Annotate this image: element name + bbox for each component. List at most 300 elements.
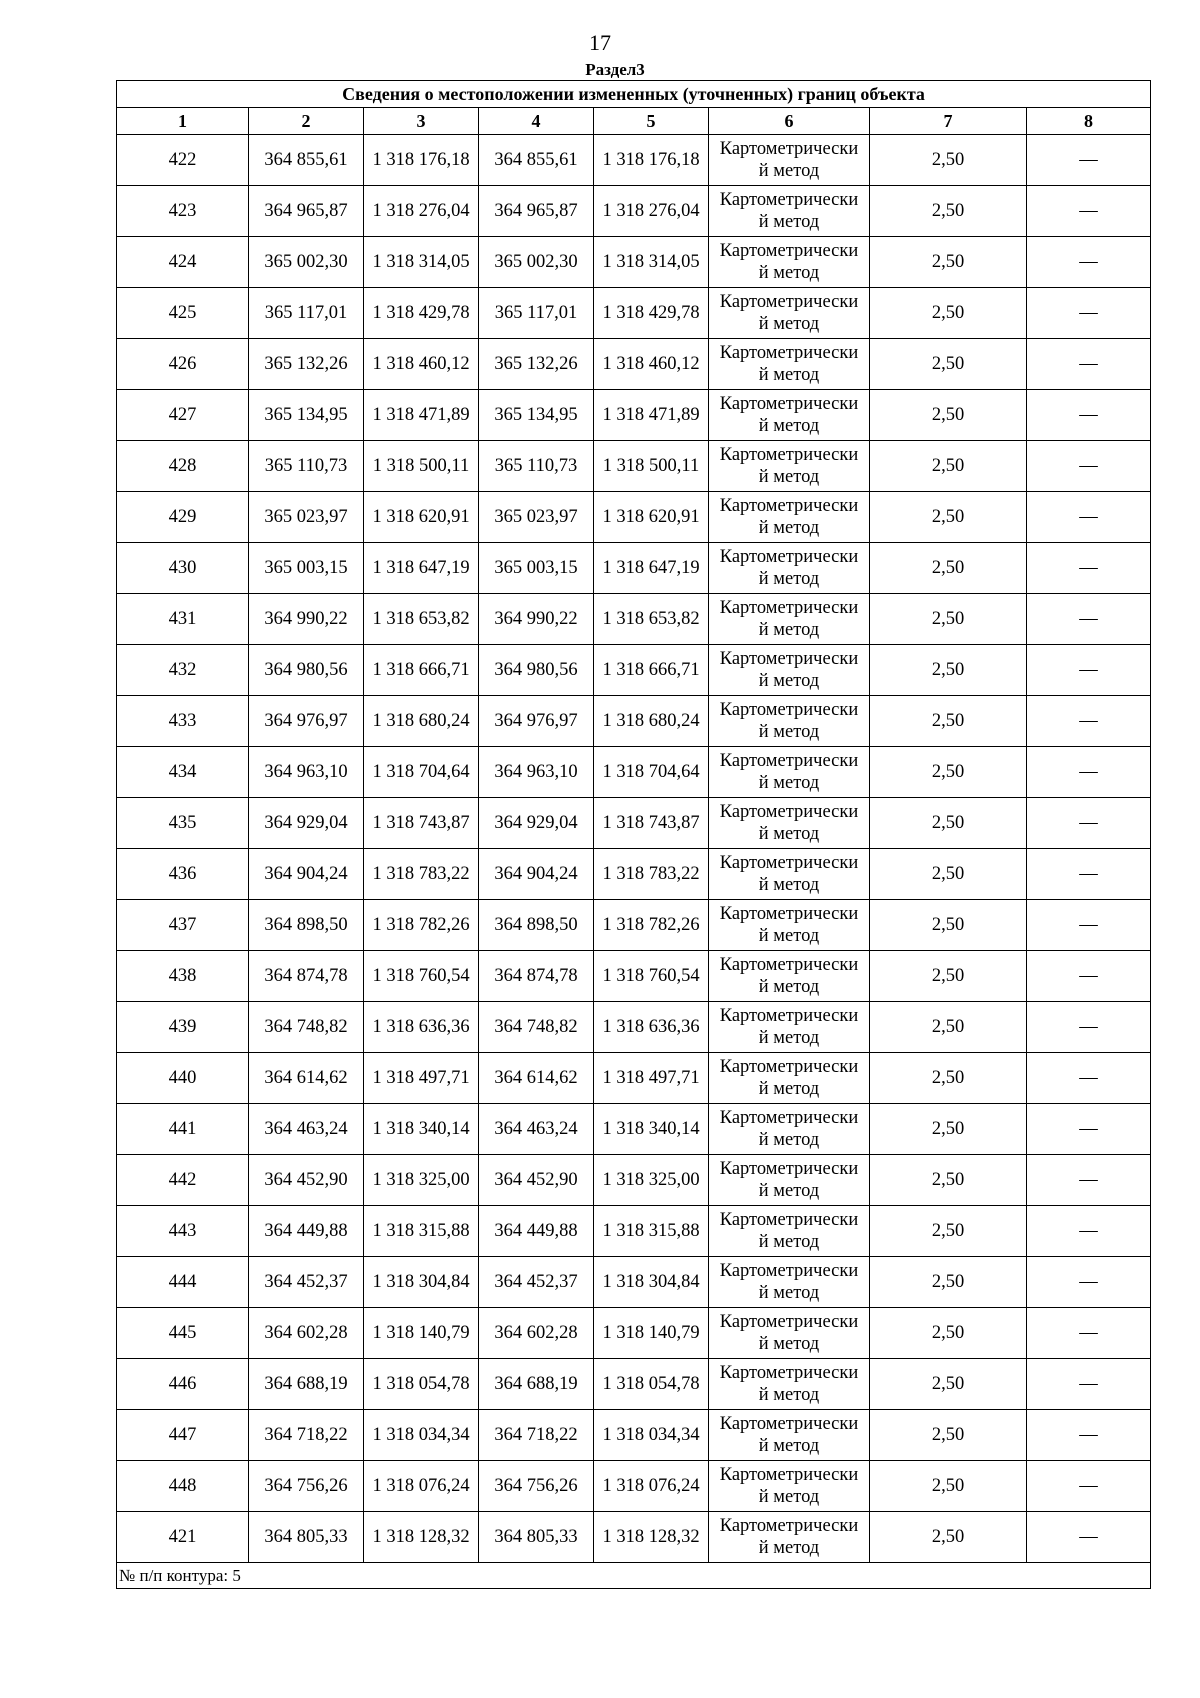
description-cell: —	[1027, 645, 1151, 696]
method-cell	[709, 1155, 870, 1206]
accuracy-cell: 2,50	[870, 1512, 1027, 1563]
method-line-1: Картометрически	[719, 802, 859, 822]
description-cell: —	[1027, 390, 1151, 441]
y-new-cell: 1 318 054,78	[594, 1359, 709, 1410]
method-line-1: Картометрически	[719, 139, 859, 159]
method-line-2: й метод	[758, 467, 820, 487]
y-old-cell: 1 318 140,79	[364, 1308, 479, 1359]
method-line-2: й метод	[758, 773, 820, 793]
description-cell: —	[1027, 900, 1151, 951]
description-cell: —	[1027, 1257, 1151, 1308]
y-new-cell: 1 318 128,32	[594, 1512, 709, 1563]
x-new-cell: 364 929,04	[479, 798, 594, 849]
y-old-cell: 1 318 314,05	[364, 237, 479, 288]
point-number-cell: 427	[117, 390, 249, 441]
point-number-cell: 440	[117, 1053, 249, 1104]
accuracy-cell: 2,50	[870, 288, 1027, 339]
accuracy-cell: 2,50	[870, 747, 1027, 798]
description-cell: —	[1027, 849, 1151, 900]
point-number-cell: 439	[117, 1002, 249, 1053]
method-line-2: й метод	[758, 161, 820, 181]
table-row	[117, 186, 1151, 237]
accuracy-cell: 2,50	[870, 1206, 1027, 1257]
method-cell	[709, 1308, 870, 1359]
point-number-cell: 435	[117, 798, 249, 849]
description-cell: —	[1027, 696, 1151, 747]
description-cell: —	[1027, 747, 1151, 798]
method-line-2: й метод	[758, 926, 820, 946]
method-line-1: Картометрически	[719, 547, 859, 567]
method-line-2: й метод	[758, 263, 820, 283]
x-new-cell: 364 874,78	[479, 951, 594, 1002]
description-cell: —	[1027, 237, 1151, 288]
column-number-3: 3	[364, 108, 479, 135]
y-new-cell: 1 318 076,24	[594, 1461, 709, 1512]
method-cell	[709, 1104, 870, 1155]
accuracy-cell: 2,50	[870, 1053, 1027, 1104]
y-new-cell: 1 318 653,82	[594, 594, 709, 645]
x-old-cell: 364 980,56	[249, 645, 364, 696]
method-cell	[709, 390, 870, 441]
table-row	[117, 390, 1151, 441]
accuracy-cell: 2,50	[870, 1359, 1027, 1410]
accuracy-cell: 2,50	[870, 1257, 1027, 1308]
method-line-1: Картометрически	[719, 1363, 859, 1383]
point-number-cell: 437	[117, 900, 249, 951]
x-new-cell: 365 002,30	[479, 237, 594, 288]
y-new-cell: 1 318 034,34	[594, 1410, 709, 1461]
description-cell: —	[1027, 1461, 1151, 1512]
column-number-4: 4	[479, 108, 594, 135]
method-cell	[709, 900, 870, 951]
description-cell: —	[1027, 1410, 1151, 1461]
method-line-2: й метод	[758, 1232, 820, 1252]
y-old-cell: 1 318 429,78	[364, 288, 479, 339]
table-row	[117, 1002, 1151, 1053]
x-old-cell: 365 134,95	[249, 390, 364, 441]
x-new-cell: 364 452,37	[479, 1257, 594, 1308]
y-new-cell: 1 318 314,05	[594, 237, 709, 288]
accuracy-cell: 2,50	[870, 441, 1027, 492]
x-old-cell: 364 756,26	[249, 1461, 364, 1512]
point-number-cell: 431	[117, 594, 249, 645]
x-new-cell: 364 963,10	[479, 747, 594, 798]
y-new-cell: 1 318 782,26	[594, 900, 709, 951]
contour-footer: № п/п контура: 5	[117, 1563, 1151, 1589]
method-line-2: й метод	[758, 824, 820, 844]
y-old-cell: 1 318 647,19	[364, 543, 479, 594]
method-cell	[709, 798, 870, 849]
x-new-cell: 365 134,95	[479, 390, 594, 441]
point-number-cell: 429	[117, 492, 249, 543]
y-old-cell: 1 318 782,26	[364, 900, 479, 951]
accuracy-cell: 2,50	[870, 543, 1027, 594]
y-old-cell: 1 318 497,71	[364, 1053, 479, 1104]
x-new-cell: 365 132,26	[479, 339, 594, 390]
description-cell: —	[1027, 543, 1151, 594]
method-line-2: й метод	[758, 1028, 820, 1048]
method-line-1: Картометрически	[719, 955, 859, 975]
method-line-2: й метод	[758, 1283, 820, 1303]
method-line-1: Картометрически	[719, 598, 859, 618]
y-old-cell: 1 318 704,64	[364, 747, 479, 798]
method-cell	[709, 339, 870, 390]
point-number-cell: 432	[117, 645, 249, 696]
method-cell	[709, 696, 870, 747]
method-line-1: Картометрически	[719, 496, 859, 516]
method-line-1: Картометрически	[719, 394, 859, 414]
table-row	[117, 747, 1151, 798]
x-new-cell: 364 602,28	[479, 1308, 594, 1359]
y-new-cell: 1 318 620,91	[594, 492, 709, 543]
y-old-cell: 1 318 054,78	[364, 1359, 479, 1410]
column-number-8: 8	[1027, 108, 1151, 135]
x-new-cell: 364 463,24	[479, 1104, 594, 1155]
description-cell: —	[1027, 798, 1151, 849]
x-old-cell: 364 463,24	[249, 1104, 364, 1155]
table-row	[117, 1461, 1151, 1512]
x-new-cell: 364 904,24	[479, 849, 594, 900]
accuracy-cell: 2,50	[870, 1104, 1027, 1155]
y-new-cell: 1 318 176,18	[594, 135, 709, 186]
y-old-cell: 1 318 760,54	[364, 951, 479, 1002]
method-line-1: Картометрически	[719, 1057, 859, 1077]
accuracy-cell: 2,50	[870, 1308, 1027, 1359]
method-line-2: й метод	[758, 569, 820, 589]
y-old-cell: 1 318 783,22	[364, 849, 479, 900]
x-old-cell: 364 614,62	[249, 1053, 364, 1104]
table-row	[117, 1257, 1151, 1308]
method-line-2: й метод	[758, 1130, 820, 1150]
y-new-cell: 1 318 666,71	[594, 645, 709, 696]
method-cell	[709, 288, 870, 339]
point-number-cell: 433	[117, 696, 249, 747]
table-row	[117, 1410, 1151, 1461]
method-line-2: й метод	[758, 722, 820, 742]
x-old-cell: 364 452,37	[249, 1257, 364, 1308]
method-line-2: й метод	[758, 875, 820, 895]
point-number-cell: 421	[117, 1512, 249, 1563]
y-old-cell: 1 318 500,11	[364, 441, 479, 492]
table-row	[117, 849, 1151, 900]
y-old-cell: 1 318 076,24	[364, 1461, 479, 1512]
method-line-1: Картометрически	[719, 904, 859, 924]
table-body	[117, 135, 1151, 1563]
y-old-cell: 1 318 340,14	[364, 1104, 479, 1155]
y-new-cell: 1 318 704,64	[594, 747, 709, 798]
accuracy-cell: 2,50	[870, 1461, 1027, 1512]
y-new-cell: 1 318 460,12	[594, 339, 709, 390]
table-row	[117, 1308, 1151, 1359]
x-new-cell: 364 748,82	[479, 1002, 594, 1053]
description-cell: —	[1027, 1002, 1151, 1053]
accuracy-cell: 2,50	[870, 849, 1027, 900]
method-line-2: й метод	[758, 620, 820, 640]
method-line-1: Картометрически	[719, 1108, 859, 1128]
y-new-cell: 1 318 497,71	[594, 1053, 709, 1104]
y-new-cell: 1 318 315,88	[594, 1206, 709, 1257]
description-cell: —	[1027, 339, 1151, 390]
description-cell: —	[1027, 1155, 1151, 1206]
method-line-1: Картометрически	[719, 1159, 859, 1179]
table-row	[117, 237, 1151, 288]
column-number-6: 6	[709, 108, 870, 135]
y-old-cell: 1 318 176,18	[364, 135, 479, 186]
point-number-cell: 423	[117, 186, 249, 237]
column-number-7: 7	[870, 108, 1027, 135]
method-line-2: й метод	[758, 977, 820, 997]
column-number-2: 2	[249, 108, 364, 135]
y-new-cell: 1 318 680,24	[594, 696, 709, 747]
x-new-cell: 365 110,73	[479, 441, 594, 492]
accuracy-cell: 2,50	[870, 186, 1027, 237]
table-row	[117, 696, 1151, 747]
method-line-2: й метод	[758, 1079, 820, 1099]
x-old-cell: 364 898,50	[249, 900, 364, 951]
method-cell	[709, 543, 870, 594]
coordinates-table	[116, 80, 1151, 1589]
method-cell	[709, 594, 870, 645]
method-cell	[709, 1206, 870, 1257]
accuracy-cell: 2,50	[870, 390, 1027, 441]
y-new-cell: 1 318 636,36	[594, 1002, 709, 1053]
method-line-2: й метод	[758, 1181, 820, 1201]
y-old-cell: 1 318 034,34	[364, 1410, 479, 1461]
x-old-cell: 364 990,22	[249, 594, 364, 645]
description-cell: —	[1027, 1053, 1151, 1104]
point-number-cell: 447	[117, 1410, 249, 1461]
y-new-cell: 1 318 276,04	[594, 186, 709, 237]
point-number-cell: 448	[117, 1461, 249, 1512]
x-old-cell: 365 003,15	[249, 543, 364, 594]
table-row	[117, 594, 1151, 645]
point-number-cell: 438	[117, 951, 249, 1002]
y-old-cell: 1 318 325,00	[364, 1155, 479, 1206]
x-new-cell: 364 449,88	[479, 1206, 594, 1257]
method-cell	[709, 951, 870, 1002]
x-old-cell: 364 449,88	[249, 1206, 364, 1257]
table-row	[117, 288, 1151, 339]
x-new-cell: 364 756,26	[479, 1461, 594, 1512]
description-cell: —	[1027, 1104, 1151, 1155]
point-number-cell: 444	[117, 1257, 249, 1308]
x-new-cell: 364 718,22	[479, 1410, 594, 1461]
method-line-1: Картометрически	[719, 1312, 859, 1332]
y-new-cell: 1 318 760,54	[594, 951, 709, 1002]
table-row	[117, 1104, 1151, 1155]
point-number-cell: 430	[117, 543, 249, 594]
y-new-cell: 1 318 743,87	[594, 798, 709, 849]
method-line-2: й метод	[758, 314, 820, 334]
x-old-cell: 364 965,87	[249, 186, 364, 237]
x-old-cell: 364 976,97	[249, 696, 364, 747]
x-old-cell: 365 023,97	[249, 492, 364, 543]
method-line-2: й метод	[758, 518, 820, 538]
description-cell: —	[1027, 1359, 1151, 1410]
x-old-cell: 364 855,61	[249, 135, 364, 186]
method-cell	[709, 492, 870, 543]
page-number: 17	[589, 30, 611, 55]
method-line-1: Картометрически	[719, 190, 859, 210]
method-line-1: Картометрически	[719, 1006, 859, 1026]
accuracy-cell: 2,50	[870, 1155, 1027, 1206]
point-number-cell: 445	[117, 1308, 249, 1359]
y-new-cell: 1 318 647,19	[594, 543, 709, 594]
description-cell: —	[1027, 594, 1151, 645]
y-old-cell: 1 318 620,91	[364, 492, 479, 543]
column-number-5: 5	[594, 108, 709, 135]
table-row	[117, 1053, 1151, 1104]
x-old-cell: 365 002,30	[249, 237, 364, 288]
accuracy-cell: 2,50	[870, 951, 1027, 1002]
table-row	[117, 339, 1151, 390]
description-cell: —	[1027, 288, 1151, 339]
point-number-cell: 425	[117, 288, 249, 339]
method-line-1: Картометрически	[719, 445, 859, 465]
point-number-cell: 422	[117, 135, 249, 186]
x-new-cell: 364 898,50	[479, 900, 594, 951]
method-line-2: й метод	[758, 671, 820, 691]
method-cell	[709, 135, 870, 186]
table-row	[117, 900, 1151, 951]
method-line-1: Картометрически	[719, 1414, 859, 1434]
x-new-cell: 365 003,15	[479, 543, 594, 594]
y-old-cell: 1 318 636,36	[364, 1002, 479, 1053]
table-title: Сведения о местоположении измененных (уточненных) границ объекта	[117, 81, 1151, 108]
x-old-cell: 364 874,78	[249, 951, 364, 1002]
point-number-cell: 428	[117, 441, 249, 492]
description-cell: —	[1027, 1206, 1151, 1257]
point-number-cell: 441	[117, 1104, 249, 1155]
description-cell: —	[1027, 492, 1151, 543]
method-line-2: й метод	[758, 1334, 820, 1354]
accuracy-cell: 2,50	[870, 900, 1027, 951]
accuracy-cell: 2,50	[870, 594, 1027, 645]
point-number-cell: 436	[117, 849, 249, 900]
accuracy-cell: 2,50	[870, 135, 1027, 186]
point-number-cell: 443	[117, 1206, 249, 1257]
method-line-1: Картометрически	[719, 1465, 859, 1485]
table-row	[117, 798, 1151, 849]
method-line-1: Картометрически	[719, 1210, 859, 1230]
accuracy-cell: 2,50	[870, 237, 1027, 288]
x-old-cell: 364 929,04	[249, 798, 364, 849]
method-line-1: Картометрически	[719, 292, 859, 312]
section-label: Раздел3	[585, 60, 645, 79]
y-new-cell: 1 318 471,89	[594, 390, 709, 441]
table-row	[117, 1155, 1151, 1206]
y-old-cell: 1 318 666,71	[364, 645, 479, 696]
method-cell	[709, 237, 870, 288]
table-row	[117, 543, 1151, 594]
x-new-cell: 364 452,90	[479, 1155, 594, 1206]
method-cell	[709, 1002, 870, 1053]
description-cell: —	[1027, 186, 1151, 237]
method-line-2: й метод	[758, 416, 820, 436]
method-cell	[709, 645, 870, 696]
y-new-cell: 1 318 304,84	[594, 1257, 709, 1308]
description-cell: —	[1027, 135, 1151, 186]
table-row	[117, 1359, 1151, 1410]
method-line-1: Картометрически	[719, 1516, 859, 1536]
x-old-cell: 364 452,90	[249, 1155, 364, 1206]
point-number-cell: 434	[117, 747, 249, 798]
accuracy-cell: 2,50	[870, 1410, 1027, 1461]
x-old-cell: 364 688,19	[249, 1359, 364, 1410]
method-line-2: й метод	[758, 1385, 820, 1405]
x-new-cell: 364 688,19	[479, 1359, 594, 1410]
method-line-2: й метод	[758, 1487, 820, 1507]
method-line-2: й метод	[758, 1436, 820, 1456]
table-row	[117, 645, 1151, 696]
x-old-cell: 364 805,33	[249, 1512, 364, 1563]
column-numbers-row	[117, 108, 1151, 135]
x-new-cell: 364 614,62	[479, 1053, 594, 1104]
x-new-cell: 365 117,01	[479, 288, 594, 339]
x-old-cell: 364 748,82	[249, 1002, 364, 1053]
point-number-cell: 426	[117, 339, 249, 390]
x-new-cell: 364 965,87	[479, 186, 594, 237]
method-cell	[709, 849, 870, 900]
y-new-cell: 1 318 140,79	[594, 1308, 709, 1359]
y-old-cell: 1 318 315,88	[364, 1206, 479, 1257]
table-row	[117, 951, 1151, 1002]
method-line-1: Картометрически	[719, 700, 859, 720]
method-cell	[709, 1053, 870, 1104]
y-new-cell: 1 318 325,00	[594, 1155, 709, 1206]
table-row	[117, 1512, 1151, 1563]
method-line-1: Картометрически	[719, 1261, 859, 1281]
accuracy-cell: 2,50	[870, 645, 1027, 696]
method-line-2: й метод	[758, 1538, 820, 1558]
method-line-1: Картометрически	[719, 343, 859, 363]
method-cell	[709, 1359, 870, 1410]
y-old-cell: 1 318 653,82	[364, 594, 479, 645]
table-row	[117, 492, 1151, 543]
method-cell	[709, 1410, 870, 1461]
accuracy-cell: 2,50	[870, 492, 1027, 543]
description-cell: —	[1027, 1308, 1151, 1359]
description-cell: —	[1027, 1512, 1151, 1563]
method-cell	[709, 1257, 870, 1308]
x-new-cell: 364 990,22	[479, 594, 594, 645]
y-old-cell: 1 318 471,89	[364, 390, 479, 441]
table-row	[117, 1206, 1151, 1257]
description-cell: —	[1027, 441, 1151, 492]
accuracy-cell: 2,50	[870, 339, 1027, 390]
x-old-cell: 365 110,73	[249, 441, 364, 492]
y-new-cell: 1 318 500,11	[594, 441, 709, 492]
y-old-cell: 1 318 128,32	[364, 1512, 479, 1563]
x-new-cell: 364 855,61	[479, 135, 594, 186]
method-line-2: й метод	[758, 365, 820, 385]
description-cell: —	[1027, 951, 1151, 1002]
point-number-cell: 442	[117, 1155, 249, 1206]
accuracy-cell: 2,50	[870, 696, 1027, 747]
accuracy-cell: 2,50	[870, 798, 1027, 849]
x-old-cell: 364 718,22	[249, 1410, 364, 1461]
method-line-1: Картометрически	[719, 649, 859, 669]
y-old-cell: 1 318 460,12	[364, 339, 479, 390]
point-number-cell: 446	[117, 1359, 249, 1410]
y-old-cell: 1 318 304,84	[364, 1257, 479, 1308]
method-cell	[709, 441, 870, 492]
y-old-cell: 1 318 276,04	[364, 186, 479, 237]
method-line-1: Картометрически	[719, 241, 859, 261]
table-row	[117, 135, 1151, 186]
x-old-cell: 364 602,28	[249, 1308, 364, 1359]
method-line-1: Картометрически	[719, 751, 859, 771]
